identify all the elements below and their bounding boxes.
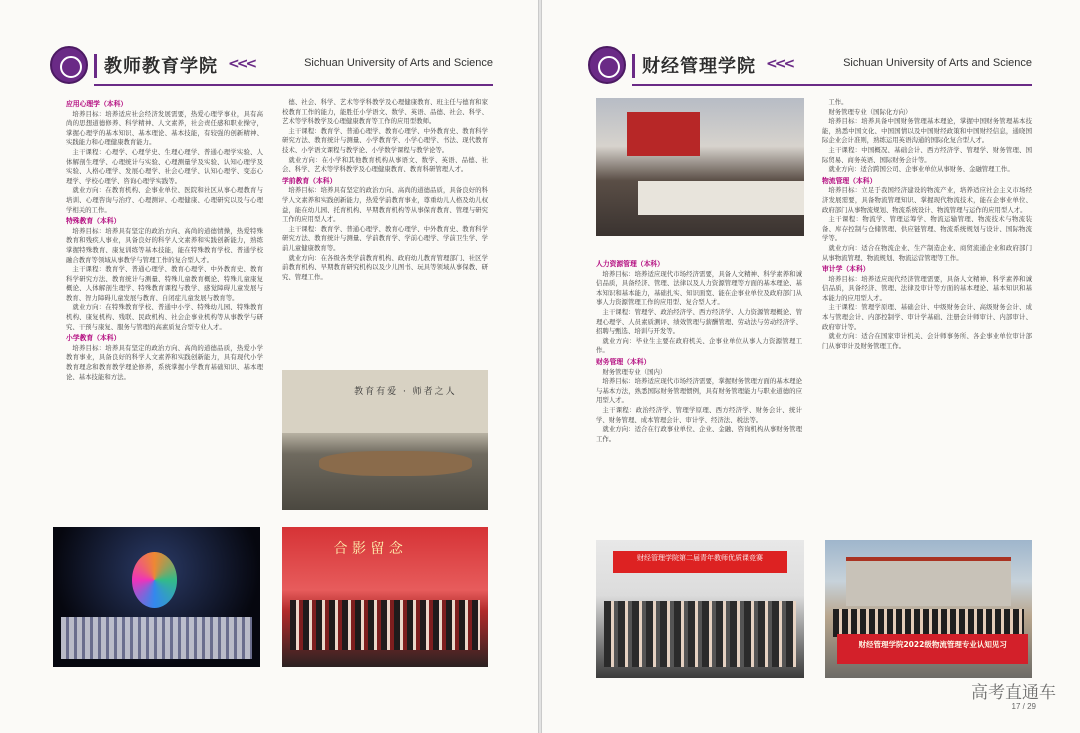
paragraph: 就业方向：适合在物流企业、生产制造企业、商贸流通企业和政府部门从事物流管理、物流规划、物流运营管理等工作。 [822,243,1032,262]
paragraph: 培养目标：培养具有坚定的政治方向、高尚的道德情操，热爱特殊教育和残疾人事业，具备良好的科学人文素养和实践创新能力，熟练掌握特殊教育、康复训练等基本技能，能在特殊教育学校、普通学校融合教育等领域从事教学与管理工作的复合型人才。 [66,226,263,264]
section-heading: 物流管理（本科） [822,176,877,185]
photo-choir-performance [53,527,260,667]
photo-teaching-competition: 财经管理学院第二届青年教师优质课竞赛 [596,540,804,678]
right-text-column-1 [596,258,802,530]
right-page [542,0,1080,733]
right-header [588,42,1032,88]
paragraph: 主干课程：教育学、普通心理学、教育心理学、中外教育史、教育科学研究方法、教育统计与测量、特殊儿童教育概论、特殊儿童康复概论、人体解剖生理学、特殊教育课程与教学、感觉障碍儿童发展与教育、智力障碍儿童发展与教育、自闭症儿童发展与教育等。 [66,265,263,302]
page-subtitle-en: Sichuan University of Arts and Science [304,57,493,69]
paragraph: 培养目标：培养适应现代经济管理需要，具备人文精神、科学素养和诚信品质，具备经济、管理、法律及审计等方面的基本理论、基本知识和基本能力的应用型人才。 [822,274,1032,302]
left-text-column-1 [66,98,263,528]
paragraph: 主干课程：管理学原理、基础会计、中级财务会计、高级财务会计、成本与管理会计、内部控制学、审计学基础、注册会计师审计、内部审计、政府审计等。 [822,303,1032,331]
section-heading: 财务管理（本科） [596,357,651,366]
paragraph: 就业方向：毕业生主要在政府机关、企事业单位从事人力资源管理工作。 [596,336,802,355]
paragraph: 就业方向：适合跨国公司、企事业单位从事财务、金融管理工作。 [828,165,1014,174]
page-title: 教师教育学院 [104,56,218,77]
paragraph: 就业方向：在小学和其他教育机构从事语文、数学、英语、品德、社会、科学、艺术等学科教学及心理健康教育、教育科研管理人才。 [282,155,488,174]
header-divider [94,84,493,86]
paragraph: 培养目标：培养适应现代市场经济需要，具备人文精神、科学素养和诚信品质，具备经济、管理、法律以及人力资源管理等方面的基本理论、基本知识和基本能力，基础扎实、知识面宽、能在企事业单位及政府部门从事人力资源管理工作的应用型、复合型人才。 [596,269,802,307]
wall-calligraphy: 教育有爱 · 师者之人 [354,387,457,397]
section-heading: 审计学（本科） [822,265,870,274]
university-logo [588,46,626,84]
section-heading: 特殊教育（本科） [66,217,121,226]
section-heading: 应用心理学（本科） [66,100,128,108]
photo-conference-room [596,98,804,236]
paragraph: 主干课程：教育学、普通心理学、教育心理学、中外教育史、教育科学研究方法、教育统计与测量、小学教育学、小学心理学、书法、现代教育技术、小学语文课程与教学论、小学数学课程与教学论等。 [282,126,488,154]
page-number: 17 / 29 [1011,702,1036,711]
paragraph: 培养目标：培养具有坚定的政治方向、高尚的道德品质，具备良好的科学人文素养和实践创新能力，热爱学前教育事业，尊重幼儿人格及幼儿权益，能在幼儿园、托育机构、早期教育机构等从事保育教育、管理与研究工作的应用型人才。 [282,186,488,224]
photo-faculty-meeting [282,370,488,510]
paragraph: 培养目标：立足于我国经济建设的物流产业，培养适应社会主义市场经济发展需要，具备物流管理知识、掌握现代物流技术，能在企事业单位、政府部门从事物流规划、物流系统设计、物流管理与运作的应用型人才。 [822,186,1032,214]
paragraph: 就业方向：在教育机构、企事业单位、医院和社区从事心理教育与培训、心理咨询与治疗、心理测评、心理健康、心理研究以及与心理学相关的工作。 [66,186,263,214]
university-logo [50,46,88,84]
paragraph: 工作。 [828,98,848,106]
left-text-column-2 [282,98,488,360]
paragraph: 财务管理专业（国际化方向） [828,107,912,116]
section-heading: 学前教育（本科） [282,176,337,185]
paragraph: 主干课程：心理学、心理学史、生理心理学、普通心理学实验、人体解剖生理学、心理统计与实验、心理测量学及实验、认知心理学及实验、人格心理学、发展心理学、社会心理学、认知心理学、变态心理学、学校心理学、咨询心理学实践等。 [66,147,263,185]
paragraph: 德、社会、科学、艺术等学科教学及心理健康教育、班主任与德育和家校教育工作的能力，能胜任小学语文、数学、英语、品德、社会、科学、艺术等学科教学及心理健康教育等工作的应用型教师。 [282,98,488,126]
paragraph: 主干课程：管理学、政治经济学、西方经济学、人力资源管理概论、管理心理学、人员素质测评、绩效管理与薪酬管理、劳动法与劳动经济学、招聘与甄选、培训与开发等。 [596,307,802,336]
paragraph: 主干课程：政治经济学、管理学原理、西方经济学、财务会计、统计学、财务管理、成本管理会计、审计学、经济法、税法等。 [596,405,802,424]
paragraph: 培养目标：培养具有坚定的政治方向、高尚的道德品质，热爱小学教育事业，具备良好的科学人文素养和实践创新能力，具有现代小学教育理念和教育教学理论修养，系统掌握小学教育基础知识、基本理论、基本技能和方法。 [66,343,263,381]
chevron-left-icon: <<< [766,56,793,72]
paragraph: 就业方向：在特殊教育学校、普通中小学、特殊幼儿园、特殊教育机构、康复机构、残联、民政机构、社会企事业机构等从事教学与研究、干预与康复、服务与管理的高素质复合型专业人才。 [66,303,263,331]
paragraph: 就业方向：适合在国家审计机关、会计师事务所、各企事业单位审计部门从事审计及财务管理工作。 [822,332,1032,350]
section-heading: 小学教育（本科） [66,334,121,343]
watermark: 高考直通车 [971,683,1056,703]
paragraph: 主干课程：中国概况、基础会计、西方经济学、管理学、财务管理、国际贸易、商务英语、国际财务会计等。 [822,145,1032,164]
page-subtitle-en: Sichuan University of Arts and Science [843,57,1032,69]
left-page [0,0,538,733]
photo-logistics-field-trip: 财经管理学院2022级物流管理专业认知见习 [825,540,1032,678]
paragraph: 培养目标：培养适应社会经济发展需要，热爱心理学事业，具有高尚的思想道德修养、科学精神、人文素养，社会责任感和职业操守，掌握心理学的基本知识、基本理论、基本技能，有较强的创新精神、实践能力和心理健康教育能力。 [66,109,263,147]
paragraph: 主干课程：物流学、管理运筹学、物流运输管理、物流技术与物流装备、库存控制与仓储管理、供应链管理、物流系统规划与设计、国际物流学等。 [822,215,1032,243]
paragraph: 财务管理专业（国内） [602,367,667,376]
paragraph: 就业方向：在各级各类学前教育机构、政府幼儿教育管理部门、社区学前教育机构、早期教育研究机构以及少儿图书、玩具等领域从事保教、研究、管理工作。 [282,253,488,281]
page-title: 财经管理学院 [642,56,756,77]
paragraph: 主干课程：教育学、普通心理学、教育心理学、中外教育史、教育科学研究方法、教育统计与测量、学前教育学、学前心理学、学前卫生学、学前儿童健康教育等。 [282,224,488,252]
paragraph: 培养目标：培养具备中国财务管理基本理论，掌握中国财务管理基本技能，熟悉中国文化、中国国情以及中国财经政策和中国财经信息，通晓国际企业会计准则，熟练运用英语沟通的国际化复合型人才。 [822,117,1032,145]
paragraph: 就业方向：适合在行政事业单位、企业、金融、咨询机构从事财务管理工作。 [596,425,802,443]
header-bar [632,54,635,78]
paragraph: 培养目标：培养适应现代市场经济需要，掌握财务管理方面的基本理论与基本方法，熟悉国际财务管理惯例，具有财务管理能力与职业道德的应用型人才。 [596,377,802,405]
left-header [50,42,493,88]
section-heading: 人力资源管理（本科） [596,260,664,268]
right-text-column-2 [822,98,1032,528]
header-divider [632,84,1032,86]
header-bar [94,54,97,78]
chevron-left-icon: <<< [228,56,255,72]
photo-group-portrait: 合 影 留 念 [282,527,488,667]
